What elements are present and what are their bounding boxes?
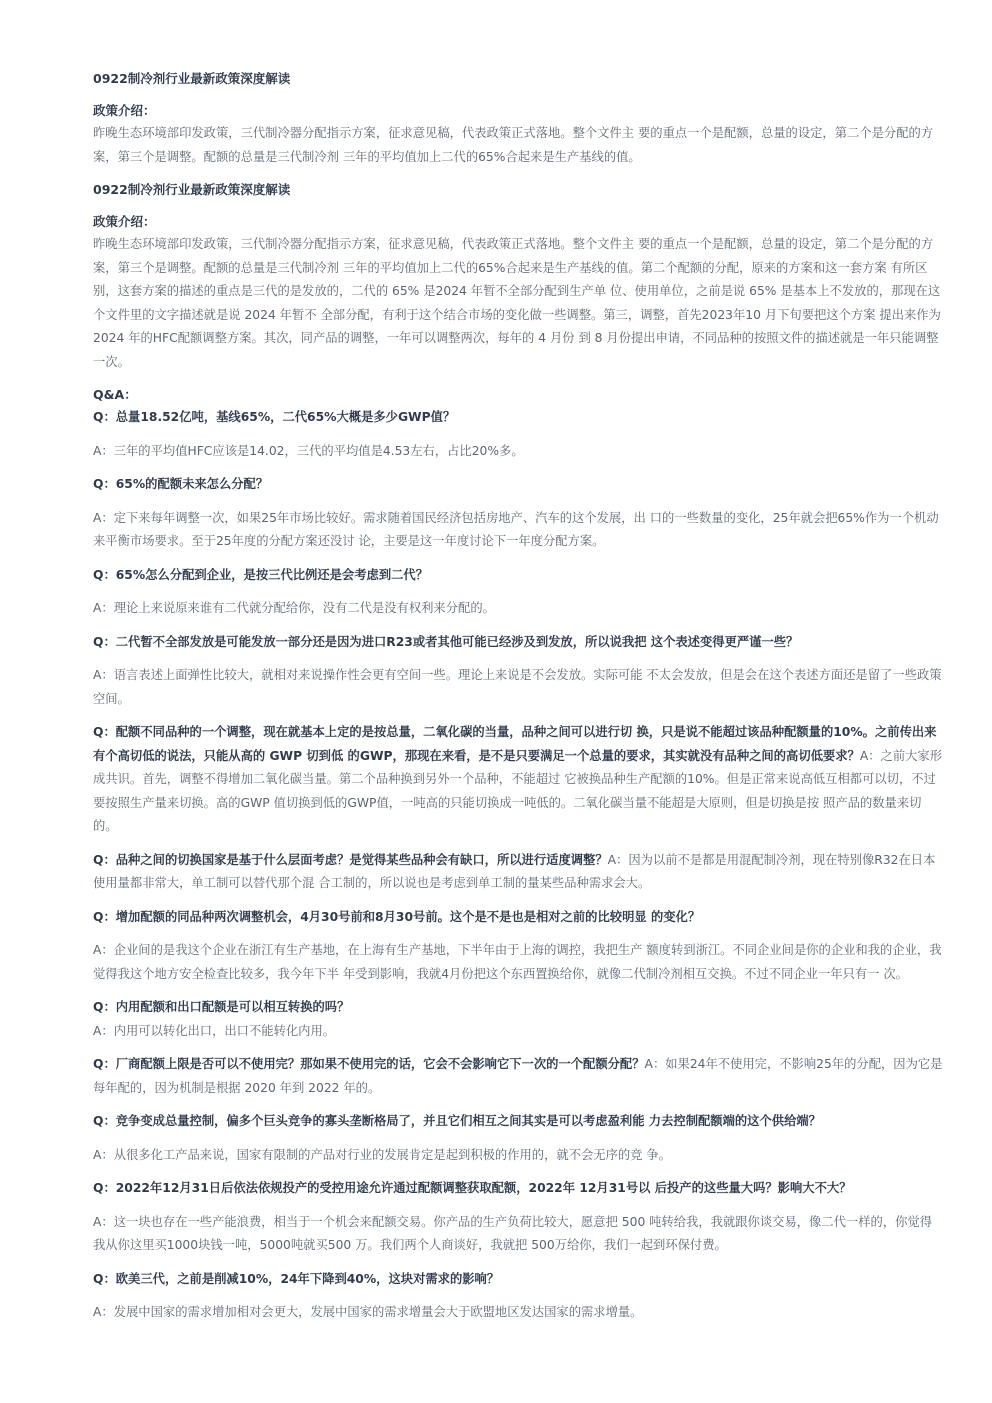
question: Q：品种之间的切换国家是基于什么层面考虑？是觉得某些品种会有缺口，所以进行适度调整？	[93, 852, 608, 867]
answer: A：定下来每年调整一次，如果25年市场比较好。需求随着国民经济包括房地产、汽车的这个发展，出 口的一些数量的变化，25年就会把65%作为一个机动来平衡市场要求。至于25年度的分配方案还没讨 论，主要是这一年度讨论下一年度分配方案。	[93, 510, 939, 548]
question: Q：内用配额和出口配额是可以相互转换的吗？	[93, 1000, 350, 1014]
question: Q：增加配额的同品种两次调整机会，4月30号前和8月30号前。这个是不是也是相对之前的比较明显 的变化？	[93, 909, 701, 924]
qa-inline-item	[93, 721, 943, 839]
document-page	[93, 68, 943, 1335]
answer: A：如果24年不使用完，不影响25年的分配，因为它是每年配的，因为机制是根据 2020 年到 2022 年的。	[93, 1057, 943, 1095]
qa-block-1	[93, 406, 943, 711]
intro-text: 昨晚生态环境部印发政策，三代制冷器分配指示方案，征求意见稿，代表政策正式落地。整个文件主 要的重点一个是配额，总量的设定，第二个是分配的方案，第三个是调整。配额的总量是三代制冷剂 三年的平均值加上二代的65%合起来是生产基线的值。	[93, 126, 934, 164]
intro-label-repeat: 政策介绍：	[93, 214, 156, 229]
doc-title: 0922制冷剂行业最新政策深度解读	[93, 71, 291, 86]
answer: A：内用可以转化出口，出口不能转化内用。	[93, 1023, 336, 1038]
qa-block-2	[93, 906, 943, 1044]
answer: A：发展中国家的需求增加相对会更大，发展中国家的需求增量会大于欧盟地区发达国家的需求增量。	[93, 1305, 643, 1319]
qa-inline-item	[93, 849, 943, 896]
answer: A：企业间的是我这个企业在浙江有生产基地，在上海有生产基地，下半年由于上海的调控，我把生产 额度转到浙江。不同企业间是你的企业和我的企业，我觉得我这个地方安全检查比较多，我今年下半 年受到影响，我就4月份把这个东西置换给你，就像二代制冷剂相互交换。不过不同企业一年只有一 次。	[93, 943, 942, 981]
qa-label: Q&A：	[93, 387, 137, 402]
question: Q：配额不同品种的一个调整，现在就基本上定的是按总量，二氧化碳的当量，品种之间可以进行切 换，只是说不能超过该品种配额量的10%。之前传出来有个高切低的说法，只能从高的 GWP 切到低 的GWP，那现在来看，是不是只要满足一个总量的要求，其实就没有品种之间的高切低要求？	[93, 725, 937, 763]
question: Q：65%的配额未来怎么分配？	[93, 477, 269, 491]
question: Q：2022年12月31日后依法依规投产的受控用途允许通过配额调整获取配额，2022年 12月31号以 后投产的这些量大吗？影响大不大？	[93, 1181, 852, 1195]
answer: A：三年的平均值HFC应该是14.02，三代的平均值是4.53左右，占比20%多。	[93, 443, 524, 458]
answer: A：因为以前不是都是用混配制冷剂，现在特别像R32在日本使用量都非常大，单工制可以替代那个混 合工制的，所以说也是考虑到单工制的量某些品种需求会大。	[93, 852, 936, 890]
question: Q：欧美三代，之前是削减10%，24年下降到40%，这块对需求的影响？	[93, 1271, 500, 1286]
qa-inline-item	[93, 1053, 943, 1100]
qa-block-3	[93, 1110, 943, 1325]
answer: A：语言表述上面弹性比较大，就相对来说操作性会更有空间一些。理论上来说是不会发放。实际可能 不太会发放，但是会在这个表述方面还是留了一些政策空间。	[93, 668, 942, 706]
answer: A：之前大家形成共识。首先，调整不得增加二氧化碳当量。第二个品种换到另外一个品种，不能超过 它被换品种生产配额的10%。但是正常来说高低互相都可以切，不过要按照生产量来切换。高的GWP 值切换到低的GWP值，一吨高的只能切换成一吨低的。二氧化碳当量不能超是大原则，但是切换是按 照产品的数量来切的。	[93, 748, 943, 833]
doc-title-repeat: 0922制冷剂行业最新政策深度解读	[93, 182, 291, 197]
answer: A：这一块也存在一些产能浪费，相当于一个机会来配额交易。你产品的生产负荷比较大，愿意把 500 吨转给我，我就跟你谈交易，像二代一样的，你觉得我从你这里买1000块钱一吨，5000吨就买500 万。我们两个人商谈好，我就把 500万给你，我们一起到环保付费。	[93, 1214, 933, 1252]
intro-text-full: 昨晚生态环境部印发政策，三代制冷器分配指示方案，征求意见稿，代表政策正式落地。整个文件主 要的重点一个是配额，总量的设定，第二个是分配的方案，第三个是调整。配额的总量是三代制冷剂 三年的平均值加上二代的65%合起来是生产基线的值。第二个配额的分配，原来的方案和这一套方案 有所区别，这套方案的描述的重点是三代的是发放的，二代的 65% 是2024 年暂不全部分配到生产单 位、使用单位，之前是说 65% 是基本上不发放的，那现在这个文件里的文字描述就是说 2024 年暂不 全部分配，有利于这个结合市场的变化做一些调整。第三，调整，首先2023年10 月下旬要把这个方案 提出来作为 2024 年的HFC配额调整方案。其次，同产品的调整，一年可以调整两次，每年的 4 月份 到 8 月份提出申请，不同品种的按照文件的描述就是一年只能调整一次。	[93, 237, 941, 369]
question: Q：竞争变成总量控制，偏多个巨头竞争的寡头垄断格局了，并且它们相互之间其实是可以考虑盈利能 力去控制配额端的这个供给端？	[93, 1114, 821, 1128]
question: Q：65%怎么分配到企业，是按三代比例还是会考虑到二代？	[93, 567, 429, 582]
question: Q：厂商配额上限是否可以不使用完？那如果不使用完的话，它会不会影响它下一次的一个配额分配？	[93, 1057, 645, 1071]
intro-label: 政策介绍：	[93, 103, 156, 118]
answer: A：理论上来说原来谁有二代就分配给你，没有二代是没有权利来分配的。	[93, 601, 495, 615]
answer: A：从很多化工产品来说，国家有限制的产品对行业的发展肯定是起到积极的作用的，就不会无序的竞 争。	[93, 1147, 671, 1162]
question: Q：总量18.52亿吨，基线65%，二代65%大概是多少GWP值？	[93, 410, 456, 424]
question: Q：二代暂不全部发放是可能发放一部分还是因为进口R23或者其他可能已经涉及到发放，所以说我把 这个表述变得更严谨一些？	[93, 634, 799, 649]
